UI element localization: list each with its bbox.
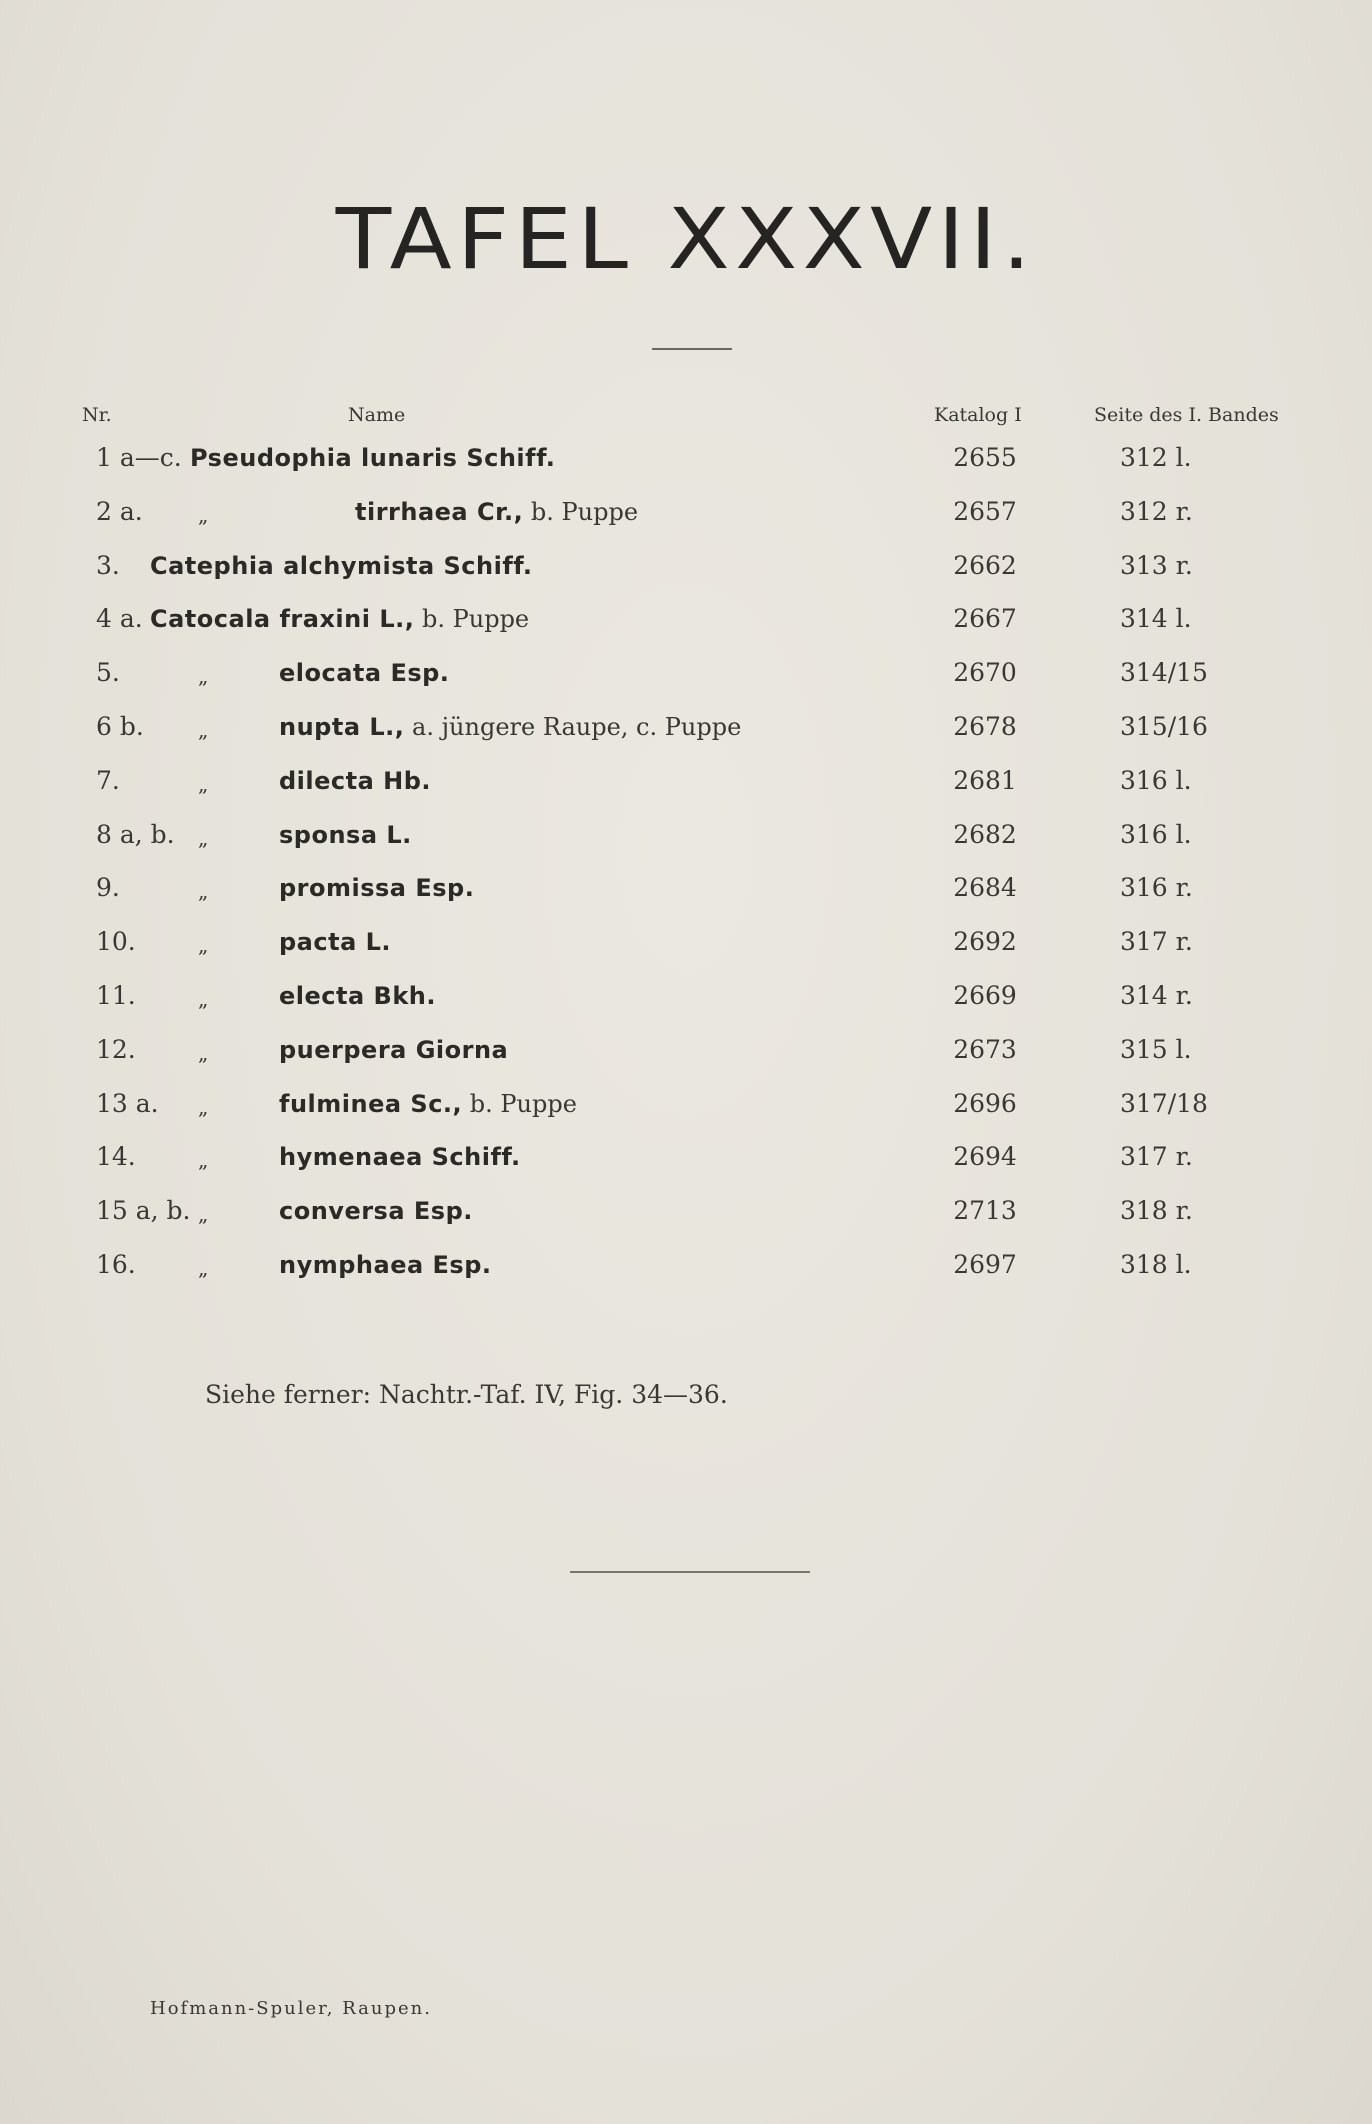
species-name: [279, 820, 412, 849]
ditto-mark: „: [198, 879, 209, 903]
row-number: 1 a—c.: [96, 443, 182, 472]
ditto-mark: „: [198, 1095, 209, 1119]
page-reference: 312 l.: [1120, 443, 1192, 472]
stage-note: a. jüngere Raupe, c. Puppe: [404, 713, 742, 741]
katalog-number: 2682: [953, 820, 1017, 849]
katalog-number: 2697: [953, 1250, 1017, 1279]
ditto-mark: „: [198, 987, 209, 1011]
species-epithet: sponsa L.: [279, 821, 412, 849]
page-reference: 316 l.: [1120, 766, 1192, 795]
row-number: 13 a.: [96, 1089, 159, 1118]
ditto-mark: „: [198, 826, 209, 850]
table-row: [0, 766, 1372, 806]
katalog-number: 2696: [953, 1089, 1017, 1118]
species-epithet: conversa Esp.: [279, 1197, 473, 1225]
table-row: [0, 981, 1372, 1021]
stage-note: b. Puppe: [462, 1090, 577, 1118]
genus-name: Catephia alchymista Schiff.: [150, 552, 533, 580]
ditto-mark: „: [198, 1256, 209, 1280]
species-name: [279, 766, 431, 795]
ditto-mark: „: [198, 1041, 209, 1065]
row-number: 15 a, b.: [96, 1196, 191, 1225]
table-row: [0, 551, 1372, 591]
stage-note: b. Puppe: [414, 605, 530, 633]
header-seite: Seite des I. Bandes: [1094, 404, 1279, 426]
header-name: Name: [348, 404, 406, 426]
species-name: [279, 927, 391, 956]
page-title: TAFEL XXXVII.: [335, 190, 1037, 288]
species-epithet: promissa Esp.: [279, 874, 475, 902]
katalog-number: 2655: [953, 443, 1017, 472]
page-reference: 317 r.: [1120, 1142, 1193, 1171]
species-epithet: tirrhaea Cr.,: [355, 498, 524, 526]
species-epithet: fulminea Sc.,: [279, 1090, 463, 1118]
katalog-number: 2684: [953, 873, 1017, 902]
katalog-number: 2713: [953, 1196, 1017, 1225]
table-row: [0, 820, 1372, 860]
species-name: [279, 1089, 577, 1118]
page-reference: 314 l.: [1120, 604, 1192, 633]
katalog-number: 2669: [953, 981, 1017, 1010]
species-epithet: puerpera Giorna: [279, 1036, 509, 1064]
species-epithet: pacta L.: [279, 928, 392, 956]
page-reference: 318 r.: [1120, 1196, 1193, 1225]
ditto-mark: „: [198, 503, 209, 527]
ditto-mark: „: [198, 933, 209, 957]
page-reference: 315 l.: [1120, 1035, 1192, 1064]
divider-short: [652, 348, 732, 350]
table-row: [0, 1142, 1372, 1182]
table-row: [0, 1089, 1372, 1129]
table-row: [0, 497, 1372, 537]
page-reference: 314 r.: [1120, 981, 1193, 1010]
table-row: [0, 443, 1372, 483]
publisher-line: Hofmann-Spuler, Raupen.: [150, 1998, 432, 2019]
species-name: [279, 712, 741, 741]
page-reference: 314/15: [1120, 658, 1208, 687]
species-name: [279, 1142, 521, 1171]
species-name: [279, 1196, 473, 1225]
stage-note: b. Puppe: [523, 498, 639, 526]
species-epithet: electa Bkh.: [279, 982, 436, 1010]
page-reference: 313 r.: [1120, 551, 1193, 580]
table-row: [0, 1250, 1372, 1290]
ditto-mark: „: [198, 718, 209, 742]
ditto-mark: „: [198, 664, 209, 688]
genus-name: Catocala fraxini L.,: [150, 605, 415, 633]
species-name: [150, 604, 529, 633]
species-name: [279, 873, 474, 902]
ditto-mark: „: [198, 1148, 209, 1172]
katalog-number: 2667: [953, 604, 1017, 633]
row-number: 10.: [96, 927, 136, 956]
table-row: [0, 1196, 1372, 1236]
table-row: [0, 604, 1372, 644]
row-number: 11.: [96, 981, 136, 1010]
table-row: [0, 712, 1372, 752]
row-number: 4 a.: [96, 604, 143, 633]
katalog-number: 2670: [953, 658, 1017, 687]
row-number: 16.: [96, 1250, 136, 1279]
row-number: 2 a.: [96, 497, 143, 526]
species-name: [355, 497, 638, 526]
page-reference: 317 r.: [1120, 927, 1193, 956]
species-name: [279, 1035, 508, 1064]
species-name: [279, 1250, 492, 1279]
species-name: [150, 551, 533, 580]
ditto-mark: „: [198, 772, 209, 796]
row-number: 9.: [96, 873, 120, 902]
row-number: 3.: [96, 551, 120, 580]
species-name: [279, 981, 436, 1010]
katalog-number: 2662: [953, 551, 1017, 580]
header-katalog: Katalog I: [934, 404, 1022, 426]
row-number: 6 b.: [96, 712, 144, 741]
species-epithet: nymphaea Esp.: [279, 1251, 492, 1279]
row-number: 7.: [96, 766, 120, 795]
katalog-number: 2692: [953, 927, 1017, 956]
species-epithet: elocata Esp.: [279, 659, 450, 687]
header-nr: Nr.: [82, 404, 112, 426]
row-number: 12.: [96, 1035, 136, 1064]
page-reference: 316 l.: [1120, 820, 1192, 849]
katalog-number: 2681: [953, 766, 1017, 795]
table-row: [0, 1035, 1372, 1075]
page-reference: 318 l.: [1120, 1250, 1192, 1279]
row-number: 8 a, b.: [96, 820, 175, 849]
genus-name: Pseudophia lunaris Schiff.: [190, 444, 556, 472]
footnote: Siehe ferner: Nachtr.-Taf. IV, Fig. 34—36.: [205, 1380, 728, 1409]
table-row: [0, 873, 1372, 913]
page-reference: 316 r.: [1120, 873, 1193, 902]
page-reference: 317/18: [1120, 1089, 1208, 1118]
species-epithet: nupta L.,: [279, 713, 405, 741]
species-epithet: hymenaea Schiff.: [279, 1143, 521, 1171]
table-row: [0, 927, 1372, 967]
ditto-mark: „: [198, 1202, 209, 1226]
species-name: [279, 658, 449, 687]
species-epithet: dilecta Hb.: [279, 767, 432, 795]
page-reference: 315/16: [1120, 712, 1208, 741]
row-number: 5.: [96, 658, 120, 687]
row-number: 14.: [96, 1142, 136, 1171]
table-row: [0, 658, 1372, 698]
katalog-number: 2657: [953, 497, 1017, 526]
species-name: [190, 443, 555, 472]
katalog-number: 2694: [953, 1142, 1017, 1171]
page-reference: 312 r.: [1120, 497, 1193, 526]
divider-long: [570, 1571, 810, 1573]
katalog-number: 2673: [953, 1035, 1017, 1064]
katalog-number: 2678: [953, 712, 1017, 741]
